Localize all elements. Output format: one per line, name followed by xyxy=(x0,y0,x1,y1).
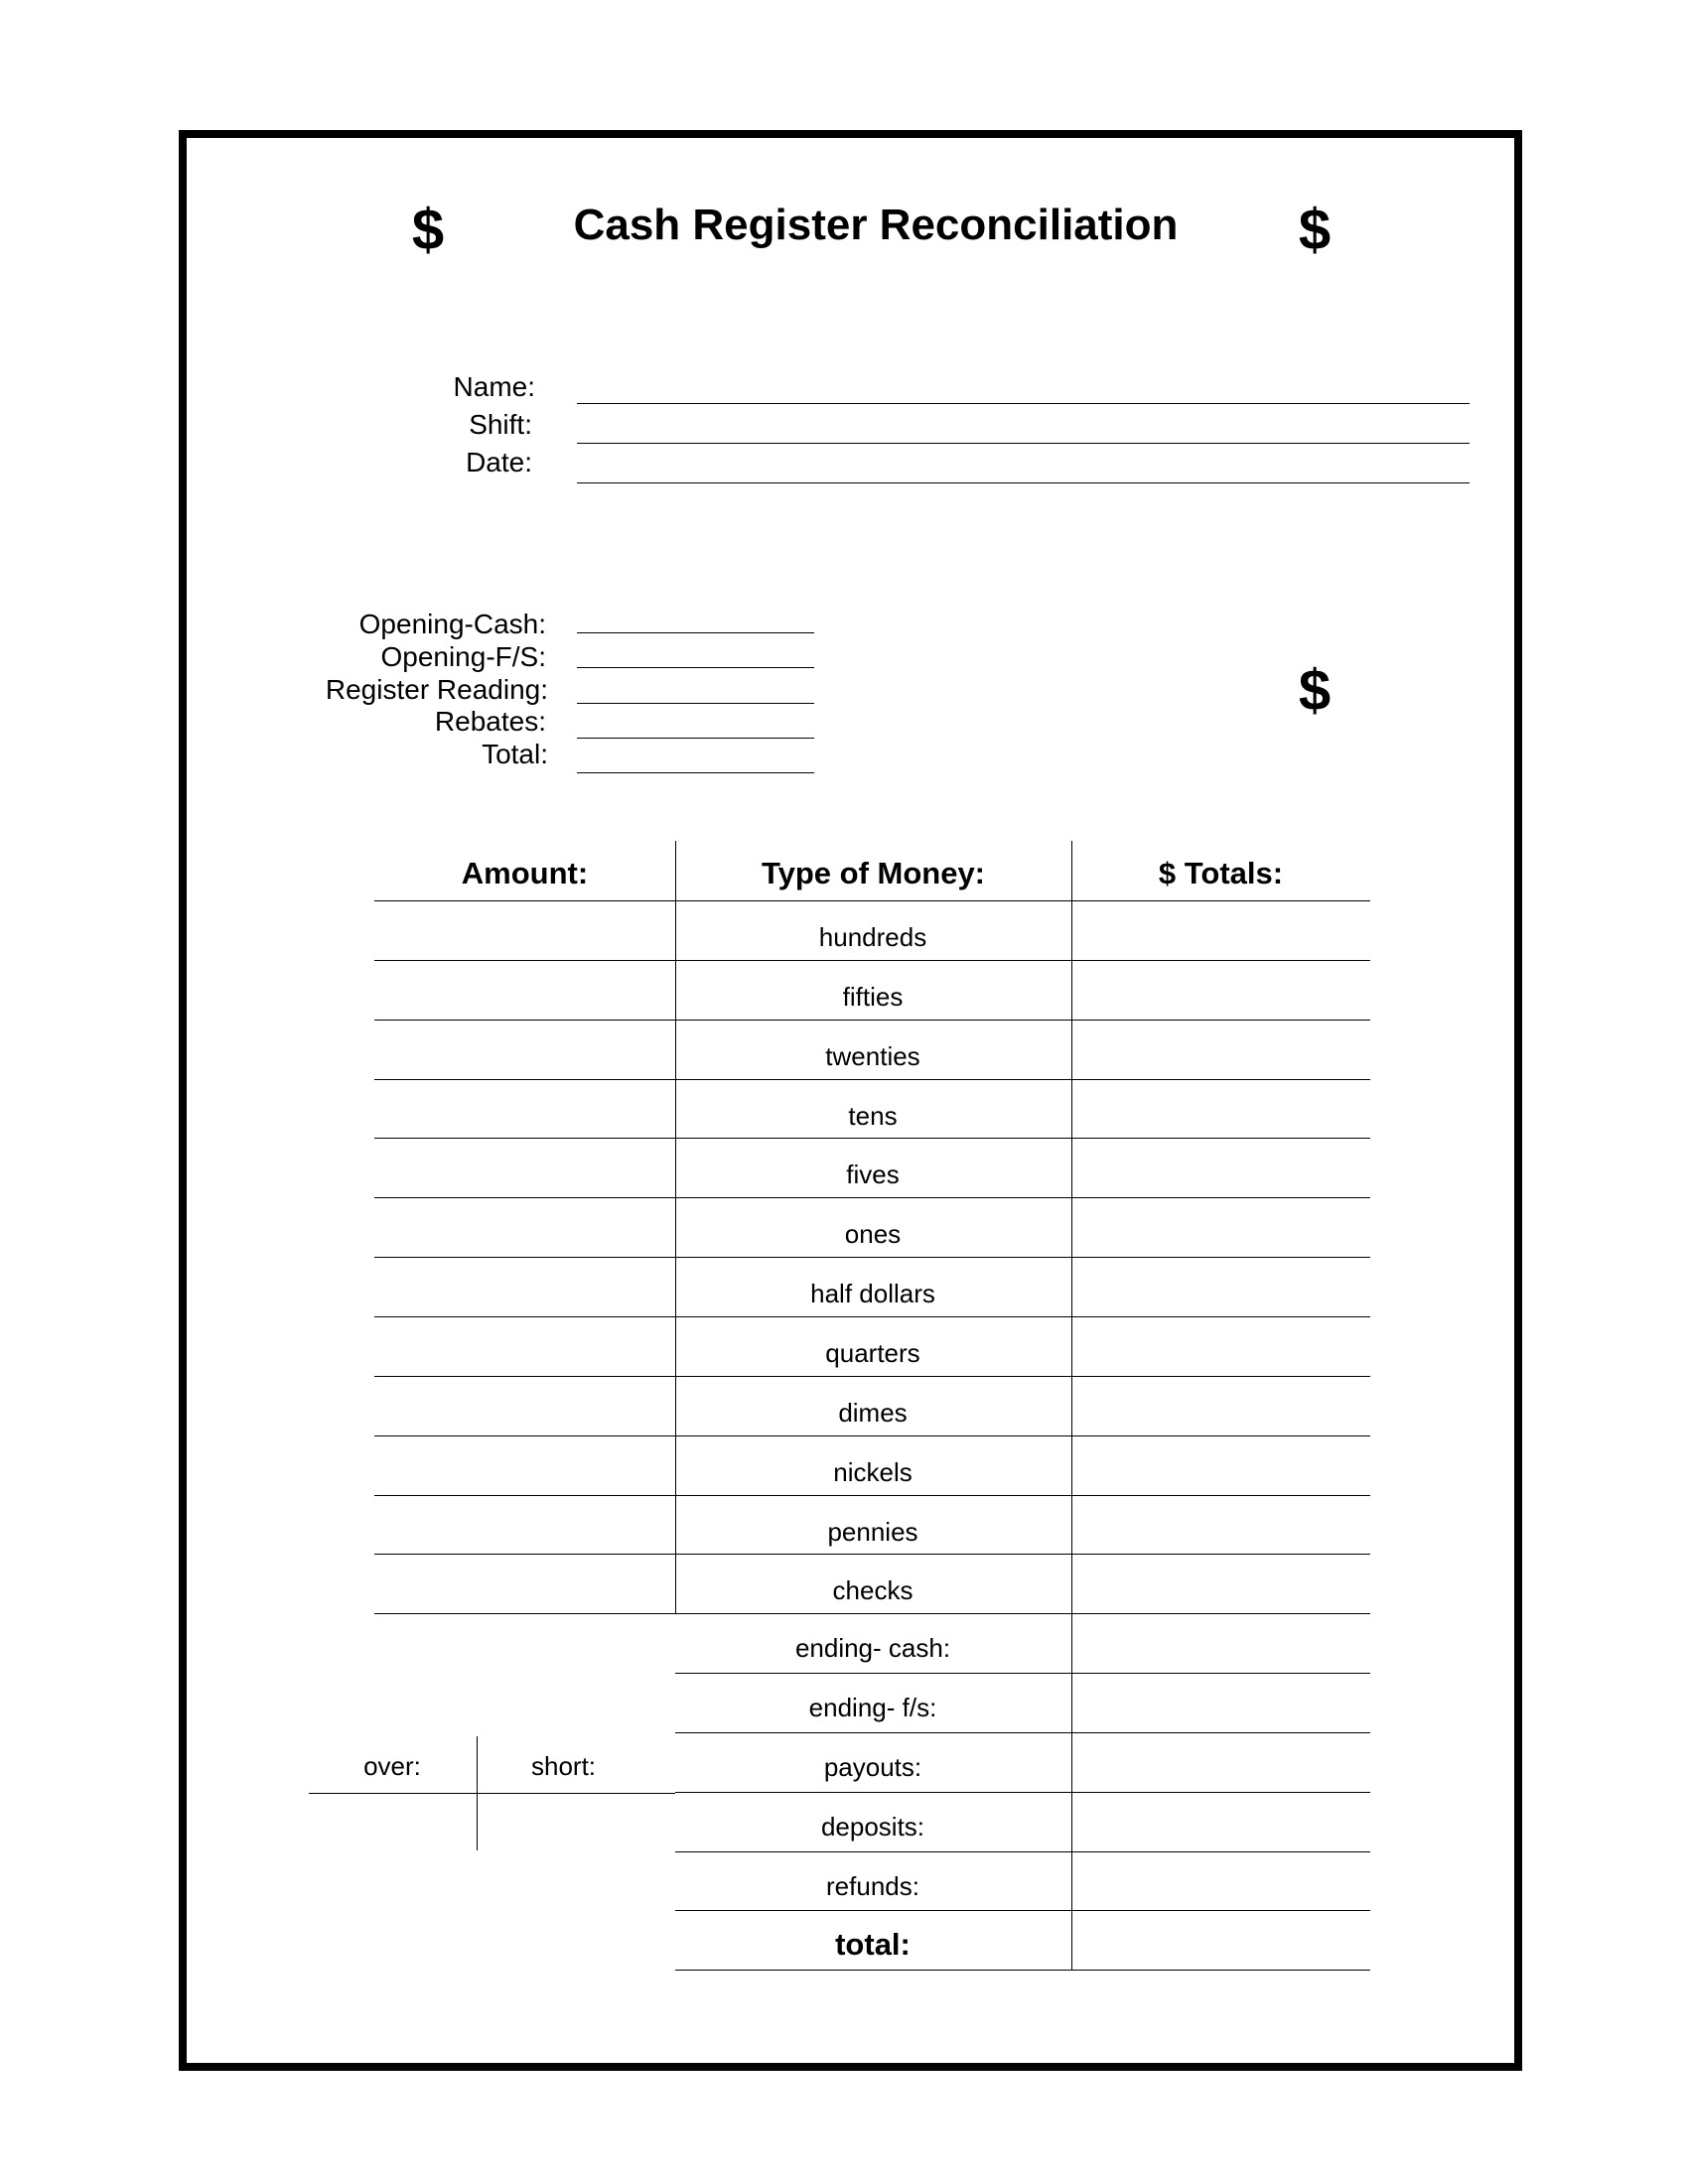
total-cell[interactable] xyxy=(1071,1079,1370,1139)
total-cell[interactable] xyxy=(1071,1257,1370,1316)
rebates-field[interactable] xyxy=(577,738,814,739)
summary-label: deposits: xyxy=(820,1811,925,1842)
money-type-label: hundreds xyxy=(818,922,927,952)
total-cell[interactable] xyxy=(1071,1138,1370,1197)
money-type-label: pennies xyxy=(827,1516,918,1547)
money-type-label: checks xyxy=(832,1575,914,1606)
shift-label: Shift: xyxy=(469,409,532,440)
total-cell[interactable] xyxy=(1071,1495,1370,1555)
total-cell[interactable] xyxy=(1071,1376,1370,1435)
summary-label: ending- cash: xyxy=(794,1633,951,1664)
opening-total-label: Total: xyxy=(482,739,548,769)
dollar-icon: $ xyxy=(1298,198,1332,262)
amount-cell[interactable] xyxy=(374,1435,675,1495)
short-label: short: xyxy=(530,1751,597,1781)
money-type-label: ones xyxy=(844,1219,902,1250)
money-type-label: quarters xyxy=(825,1337,920,1368)
money-type-label: fives xyxy=(846,1160,900,1190)
name-field[interactable] xyxy=(577,403,1470,404)
register-reading-label: Register Reading: xyxy=(325,674,548,705)
total-cell[interactable] xyxy=(1071,1316,1370,1376)
dollar-icon: $ xyxy=(1298,658,1332,723)
summary-total-cell[interactable] xyxy=(1071,1851,1370,1911)
money-type-label: fifties xyxy=(842,981,904,1012)
totals-header: $ Totals: xyxy=(1158,856,1284,890)
opening-cash-field[interactable] xyxy=(577,632,814,633)
amount-cell[interactable] xyxy=(374,1079,675,1139)
summary-total-cell[interactable] xyxy=(1071,1673,1370,1732)
register-reading-field[interactable] xyxy=(577,703,814,704)
amount-cell[interactable] xyxy=(374,1376,675,1435)
page-title: Cash Register Reconciliation xyxy=(573,201,1179,249)
amount-cell[interactable] xyxy=(374,1495,675,1555)
opening-total-field[interactable] xyxy=(577,772,814,773)
total-cell[interactable] xyxy=(1071,1197,1370,1257)
money-type-label: half dollars xyxy=(810,1279,935,1309)
total-cell[interactable] xyxy=(1071,1554,1370,1613)
total-cell[interactable] xyxy=(1071,1435,1370,1495)
type-of-money-header: Type of Money: xyxy=(761,856,986,890)
grand-total-label: total: xyxy=(835,1927,911,1963)
opening-fs-field[interactable] xyxy=(577,667,814,668)
over-label: over: xyxy=(363,1751,421,1781)
amount-cell[interactable] xyxy=(374,1316,675,1376)
money-type-label: twenties xyxy=(825,1040,920,1071)
summary-total-cell[interactable] xyxy=(1071,1613,1370,1673)
summary-label: payouts: xyxy=(823,1751,922,1782)
amount-cell[interactable] xyxy=(374,1257,675,1316)
total-cell[interactable] xyxy=(1071,1020,1370,1079)
money-type-label: dimes xyxy=(838,1397,908,1428)
total-cell[interactable] xyxy=(1071,960,1370,1020)
row-line xyxy=(675,1970,1370,1971)
amount-cell[interactable] xyxy=(374,960,675,1020)
amount-cell[interactable] xyxy=(374,1197,675,1257)
summary-total-cell[interactable] xyxy=(1071,1792,1370,1851)
dollar-icon: $ xyxy=(411,198,445,262)
amount-header: Amount: xyxy=(461,856,589,890)
opening-cash-label: Opening-Cash: xyxy=(358,609,546,639)
summary-label: refunds: xyxy=(826,1870,919,1901)
summary-label: ending- f/s: xyxy=(808,1693,937,1723)
date-field[interactable] xyxy=(577,482,1470,483)
date-label: Date: xyxy=(466,447,532,478)
summary-total-cell[interactable] xyxy=(1071,1910,1370,1970)
amount-cell[interactable] xyxy=(374,900,675,960)
amount-cell[interactable] xyxy=(374,1020,675,1079)
amount-cell[interactable] xyxy=(374,1138,675,1197)
name-label: Name: xyxy=(453,371,535,402)
shift-field[interactable] xyxy=(577,443,1470,444)
money-type-label: tens xyxy=(848,1100,898,1131)
total-cell[interactable] xyxy=(1071,900,1370,960)
over-short-line xyxy=(309,1793,675,1794)
amount-cell[interactable] xyxy=(374,1554,675,1613)
summary-total-cell[interactable] xyxy=(1071,1732,1370,1792)
money-type-label: nickels xyxy=(833,1456,913,1487)
rebates-label: Rebates: xyxy=(434,706,546,737)
opening-fs-label: Opening-F/S: xyxy=(380,641,546,672)
